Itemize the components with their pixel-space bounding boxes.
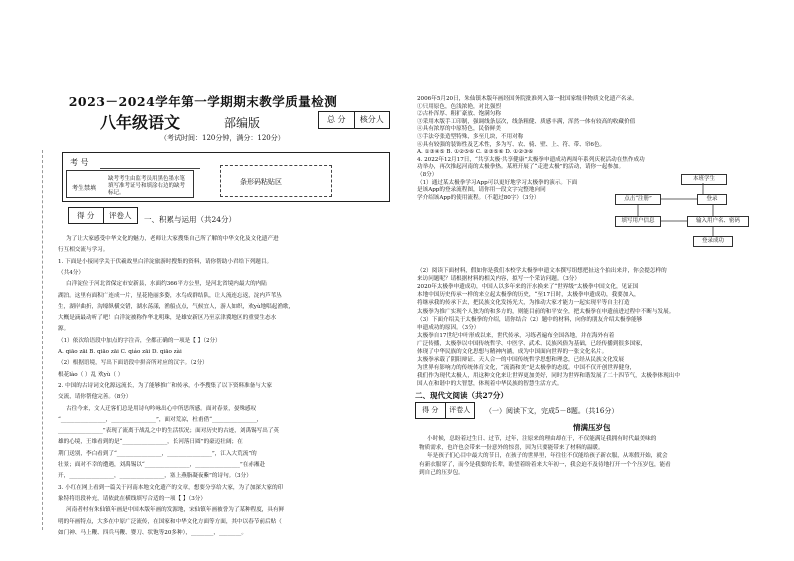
notice-text: 缺考考生由监考员用黑色墨水笔填写准考证号和填涂右边的缺考标记。 (108, 176, 186, 196)
text-line: 申遗成功的原因。（3分） (417, 324, 480, 331)
text-line: 源。 (58, 326, 70, 333)
text-line: 广泛传播，太极拳以中国传统哲学、中医学、武术、民族风俗为基础，已经传播到很多国家， (417, 340, 647, 347)
subject-title: 八年级语文 (100, 113, 181, 132)
text-line: 太极拳为推广实现个人独为的和多方的，则能目前的和平安全，把太极拳在申遗前进过程中不断与发展。 (417, 308, 675, 315)
text-line: 太极拳承载了阴阳辩证、天人合一的中国传统哲学思想和理念，已经从民族文化发展 (417, 357, 624, 364)
grader-cell: 评卷人 (449, 406, 471, 414)
text-line: 象特将语段补充，请依此在横线填写合适的一项【 】（3分） (58, 495, 206, 502)
text-line: 生，湖岸曲折，沟壕纵横交错，湖水荡漾，渔船点点，气候宜人，游人如织，欢yù地唱起渔歌， (58, 303, 295, 310)
text-line: 行互相交流与学习。 (58, 247, 109, 254)
text-line: 河南者村有朱仙镇年画是中国木版年画的发源地，宋仙镇年画被誉为了某种程度，具有鲜 (66, 507, 285, 514)
grader-cell: 评卷人 (109, 211, 132, 220)
text-line: （2）阅读下面材料，假如你是我们本校学太极拳申遗文本撰写组想把扯这个拍出来并，你会提怎样的 (417, 268, 667, 274)
text-line: ②古朴浑厚、粗犷豪放、饱满匀称 (417, 111, 501, 118)
reading-question-intro: （一）阅读下文，完成5－8题。（共16分） (485, 407, 619, 415)
total-score-header: 总 分 (319, 112, 355, 128)
text-line: 明的年画特点，大多在中原广泛流传，在国家和中华文化方面等方面，其中以春节前后贴（ (58, 518, 282, 525)
score-cell: 得 分 (416, 403, 446, 418)
text-line: 交流，请你帮他完善。（8分） (58, 394, 132, 401)
section1-grader-table (68, 207, 138, 224)
flow-step-userinfo: 填写用户信息 (615, 216, 661, 227)
text-line: 雄的心境，王维看到的是“________________，长河落日圆”的豪迈壮阔；在 (58, 439, 243, 446)
flow-step-credentials: 输入用户名、密码 (687, 216, 749, 227)
checker-header: 核分人 (359, 115, 384, 124)
text-line: 壮景；面对不幸的遭遇，刘禹锡以“________________，________________”在赤湘赴 (58, 462, 266, 468)
text-line: 到自己的压岁包。 (419, 470, 464, 477)
text-line: “________________，________________”，面对荒凉，杜甫借“________________， (58, 416, 263, 423)
section1-heading: 一、积累与运用（共24分） (144, 215, 237, 224)
flow-step-login: 登录 (697, 194, 727, 205)
text-line: （8分） (417, 172, 438, 178)
text-line: 根花lào（ ）乱 欢yù（ ） (58, 371, 124, 378)
text-line: 有新衣服穿了，而今是我要的长辈，盼望着盼着来大年初一，我会迫不及待地打开一个个压岁包，能看 (419, 461, 671, 468)
text-line: 年是孩子们心目中最大的节日，在孩子的世界里，年往往不仅能给孩子新衣服，从寒假开始，就会 (427, 453, 668, 460)
text-line: （1）依次给语段中加点的字注音，全都正确的一项是【 】（2分） (58, 337, 221, 344)
text-line: 荆门送别，李白看到了“________________，________________”，江入大荒流”的 (58, 450, 257, 457)
admission-number-field[interactable] (100, 168, 200, 169)
text-line: （共4分） (58, 269, 84, 276)
right-page (397, 0, 794, 561)
text-line: ⑥具有较强的装饰性及艺术性，多为写、农、骑、壁、上、符、带、帘6色。 (417, 141, 606, 148)
text-line: ⑤手法夸张造型特殊，多至几块，不用对称 (417, 134, 524, 140)
text-line: （2）根据语境，写出下面语段中拼音所对应的汉字。（2分） (58, 360, 208, 367)
section2-heading: 二、现代文阅读（共27分） (415, 391, 508, 400)
text-line: （1）通过某太极拳学习App可以更好地学习太极拳的演示。下面 (417, 179, 578, 186)
text-line: （3）下面介绍关于太极拳的介绍，请你结合（2）题中的材料，向你的朋友介绍太极拳能够 (417, 316, 643, 323)
text-line: 我们作为现代太极人，用这种文化来让世界更加美好，同时为世界和谐发展了二十四节气，太极拳体现出中 (417, 373, 680, 380)
essay-title: 情满压岁包 (573, 423, 611, 432)
admission-number-label: 考 号 (70, 158, 89, 167)
notice-label: 考生禁填 (72, 185, 97, 192)
text-line: 学介绍该App的使用流程。（不超过80字）（3分） (417, 194, 540, 201)
text-line: 大概是滴最动听了吧！白洋淀被称作华北明珠，是雄安新区乃至京津冀地区的重要生态水 (58, 315, 277, 322)
barcode-label: 条形码粘贴区 (240, 178, 282, 186)
text-line: 本地中国历史传承一样的来立起太极拳的历史，“至17日时，太极拳申遗成功，我要加入， (417, 292, 640, 299)
text-line: 国人在和谐中的大智慧，体现着中华民族的智慧生活方式。 (417, 381, 563, 388)
flow-step-register: 点击“注册” (615, 194, 661, 205)
text-line: 为了让大家感受中华文化的魅力，老师让大家搜集自己所了解的中华文化及文化遗产进 (66, 236, 279, 242)
text-line: 太极拳自17世纪中叶形成以来，世代传承，习练者遍布全国各地，并在海外有着 (417, 332, 615, 339)
flow-step-success: 登录成功 (693, 236, 733, 247)
edition-label: 部编版 (224, 116, 261, 130)
text-line: 白洋淀位于河北省保定市安新县，水面约366平方公里，是河北省境内最大的内陆 (66, 281, 267, 288)
text-line: 2020年太极拳申遗成功，中国人以多年来的汗水换来了“世界级”太极拳中国文化，见证国 (417, 284, 639, 291)
text-line: ③采用木版手工印制，强调线条层次，线条粗健、质感丰满，浑然一体有较高的收藏价值 (417, 118, 636, 125)
exam-title: 2023－2024学年第一学期期末教学质量检测 (68, 94, 338, 109)
text-line: 3. 小红在网上看到一篇关于河南本地文化遗产的文章，想要分享给大家，为了加深大家的印 (58, 484, 284, 491)
text-line: 开，________________，________________，塞上燕脂凝夜紫”的诗句。（3分） (58, 473, 252, 480)
text-line: ①只用原色，色浅浓艳，对比强烈 (417, 103, 501, 110)
text-line: 为世界有影响力的传统体育文化，“流淌和美”是太极拳的态度。中国不仅开创世界健身， (417, 365, 636, 372)
text-line: 是该App的登录流程图，请你用一段文字完整地向同 (417, 187, 546, 194)
text-line: 4. 2022年12月17日，“共享太极·共享健康”太极拳申遗成功两周年系列庆祝活动在焦作成功 (417, 156, 645, 163)
text-line: 古往今来，文人迁客们总是用诗句吟咏出心中所思所感。面对春景，晏殊感叹 (66, 405, 257, 412)
text-line: 体现了中华民族的文化思想与精神内涵，成为中国面向世界的一张文化名片。 (417, 349, 608, 355)
flow-step-student: 本班学生 (681, 174, 727, 185)
total-score-table (318, 111, 390, 129)
text-line: 湖泊。这里有面积广连成一片，星花艳丽多姿，水鸟成群结队，让人流连忘返，淀内芦苇丛 (58, 292, 282, 299)
flow-arrows (607, 170, 757, 250)
text-line: 如门神、马上鞭、四兵马鞭、婴刀、状饱等20多种），________，________。 (58, 529, 247, 536)
text-line: ④具有浓厚的中原特色，民俗鲜美 (417, 126, 501, 133)
text-line: 来访问题呢？请根据材料的相关内容，拟写一个采访问题。（3分） (417, 276, 580, 283)
text-line: 功举办，再次推起河南的太极拳热。某班开展了“走进太极”的活动，请你一起参加。 (417, 164, 625, 171)
text-line: 2. 中国的古诗词文化源远流长，为了能够推广和传承，小李搜集了以下资料准备与大家 (58, 382, 273, 389)
text-line: 物质需求，也许也会带来一份意外的惊喜，因为只要能带来了材料的温暖。 (419, 444, 604, 451)
section2-grader-table (415, 402, 475, 419)
text-line: 小时候，总盼着过生日、过节，过年，注原来的理由却在于，不仅能满足我拥有时代最美味的 (427, 436, 657, 442)
text-line: A. qiāo zāi B. qiāo zāi C. qiáo zāi D. qiāo zài (58, 349, 182, 355)
text-line: ________________”表现了流离于战乱之中的生活状况；面对历史的古迹，刘禹锡写出了英 (58, 428, 280, 435)
text-line: 2006年5月20日，朱仙镇木版年画经国务院批准列入第一批国家级非物质文化遗产名录。 (417, 96, 638, 102)
binding-line (42, 150, 43, 530)
text-line: 1. 下面是小接同学关于伏羲故里白洋淀旅游时搜集的资料，请你帮助小君给下列题目。 (58, 258, 273, 265)
text-line: 将继承我的传承下去，把民族文化发扬光大，为推动大家才能力一起实现平等自主打造 (417, 300, 630, 307)
exam-time: （考试时间：120分钟，满分：120分） (160, 134, 285, 142)
text-line: A. ①③④⑤ B. ①②⑤⑥ C. ②③⑤⑥ D. ①②③⑥ (417, 149, 534, 156)
score-cell: 得 分 (69, 208, 104, 223)
